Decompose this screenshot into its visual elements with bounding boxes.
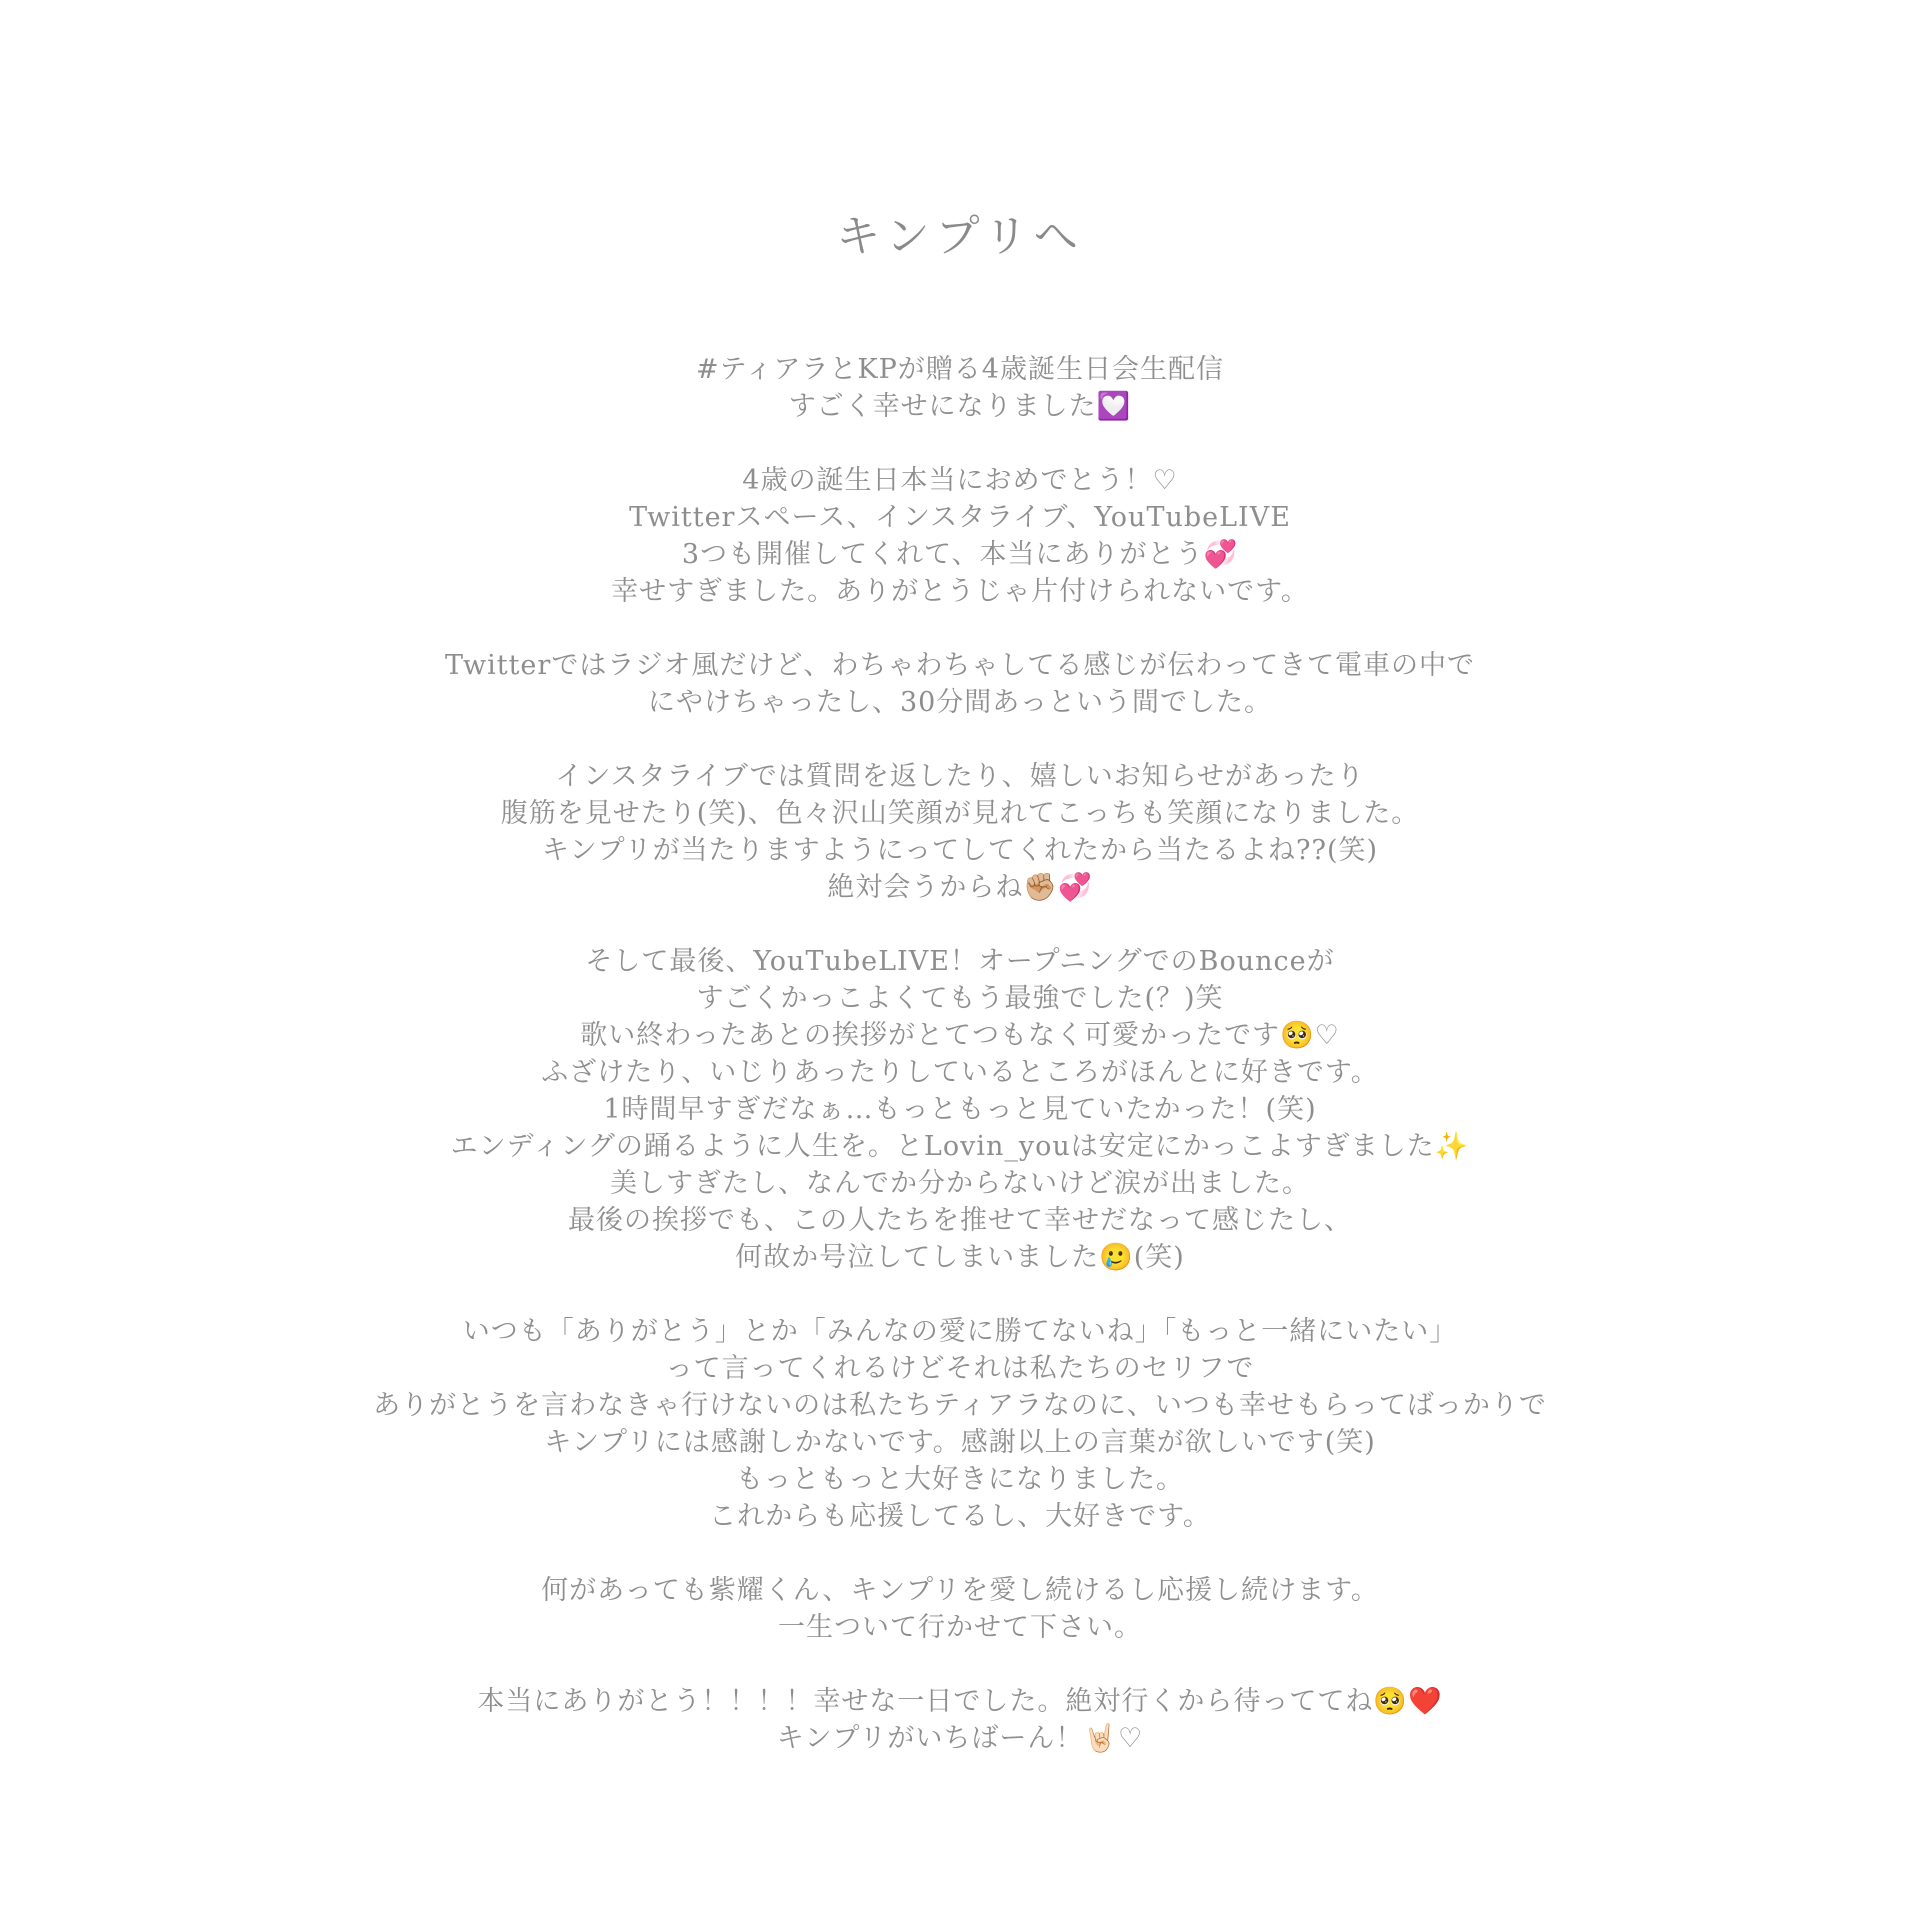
text-line: 最後の挨拶でも、この人たちを推せて幸せだなって感じたし、 xyxy=(568,1205,1352,1236)
letter-title: キンプリへ xyxy=(836,211,1084,262)
paragraph-6 xyxy=(0,1313,1920,1535)
text-line: 3つも開催してくれて、本当にありがとう💞 xyxy=(681,539,1239,570)
text-line: 本当にありがとう！！！！幸せな一日でした。絶対行くから待っててね🥺❤️ xyxy=(477,1686,1443,1717)
paragraph-3 xyxy=(0,647,1920,721)
letter-body xyxy=(0,351,1920,1794)
text-line: 絶対会うからね✊🏼💞 xyxy=(827,872,1093,903)
text-line: そして最後、YouTubeLIVE！オープニングでのBounceが xyxy=(585,946,1335,977)
paragraph-5 xyxy=(0,943,1920,1276)
text-line: すごくかっこよくてもう最強でした(？)笑 xyxy=(696,983,1224,1014)
text-line: ふざけたり、いじりあったりしているところがほんとに好きです。 xyxy=(541,1057,1379,1088)
paragraph-7 xyxy=(0,1572,1920,1646)
text-line: 一生ついて行かせて下さい。 xyxy=(778,1612,1142,1643)
text-line: 何があっても紫耀くん、キンプリを愛し続けるし応援し続けます。 xyxy=(541,1575,1379,1606)
text-line: 何故か号泣してしまいました🥲(笑) xyxy=(735,1242,1185,1273)
text-line: これからも応援してるし、大好きです。 xyxy=(709,1501,1211,1532)
text-line: ありがとうを言わなきゃ行けないのは私たちティアラなのに、いつも幸せもらってばっかりで xyxy=(373,1390,1547,1421)
text-line: 幸せすぎました。ありがとうじゃ片付けられないです。 xyxy=(611,576,1309,607)
text-line: 美しすぎたし、なんでか分からないけど涙が出ました。 xyxy=(610,1168,1310,1199)
text-line: 4歳の誕生日本当におめでとう！♡ xyxy=(742,465,1178,496)
text-line: インスタライブでは質問を返したり、嬉しいお知らせがあったり xyxy=(555,761,1365,792)
text-line: もっともっと大好きになりました。 xyxy=(736,1464,1184,1495)
text-line: エンディングの踊るように人生を。とLovin_youは安定にかっこよすぎました✨ xyxy=(450,1131,1470,1162)
text-line: キンプリには感謝しかないです。感謝以上の言葉が欲しいです(笑) xyxy=(544,1427,1376,1458)
paragraph-2 xyxy=(0,462,1920,610)
text-line: 歌い終わったあとの挨拶がとてつもなく可愛かったです🥺♡ xyxy=(580,1020,1340,1051)
paragraph-1 xyxy=(0,351,1920,425)
text-line: すごく幸せになりました💟 xyxy=(788,391,1132,422)
text-line: 腹筋を見せたり(笑)、色々沢山笑顔が見れてこっちも笑顔になりました。 xyxy=(500,798,1420,829)
text-line: いつも「ありがとう」とか「みんなの愛に勝てないね」「もっと一緒にいたい」 xyxy=(462,1316,1458,1347)
text-line: Twitterではラジオ風だけど、わちゃわちゃしてる感じが伝わってきて電車の中で xyxy=(444,650,1476,681)
text-line: キンプリがいちばーん！🤘🏻♡ xyxy=(776,1723,1144,1754)
text-line: って言ってくれるけどそれは私たちのセリフで xyxy=(665,1353,1255,1384)
text-line: #ティアラとKPが贈る4歳誕生日会生配信 xyxy=(696,354,1224,385)
text-line: Twitterスペース、インスタライブ、YouTubeLIVE xyxy=(629,502,1291,533)
paragraph-8 xyxy=(0,1683,1920,1757)
text-line: 1時間早すぎだなぁ…もっともっと見ていたかった！(笑) xyxy=(603,1094,1317,1125)
text-line: キンプリが当たりますようにってしてくれたから当たるよね??(笑) xyxy=(541,835,1379,866)
text-line: にやけちゃったし、30分間あっという間でした。 xyxy=(647,687,1273,718)
paragraph-4 xyxy=(0,758,1920,906)
